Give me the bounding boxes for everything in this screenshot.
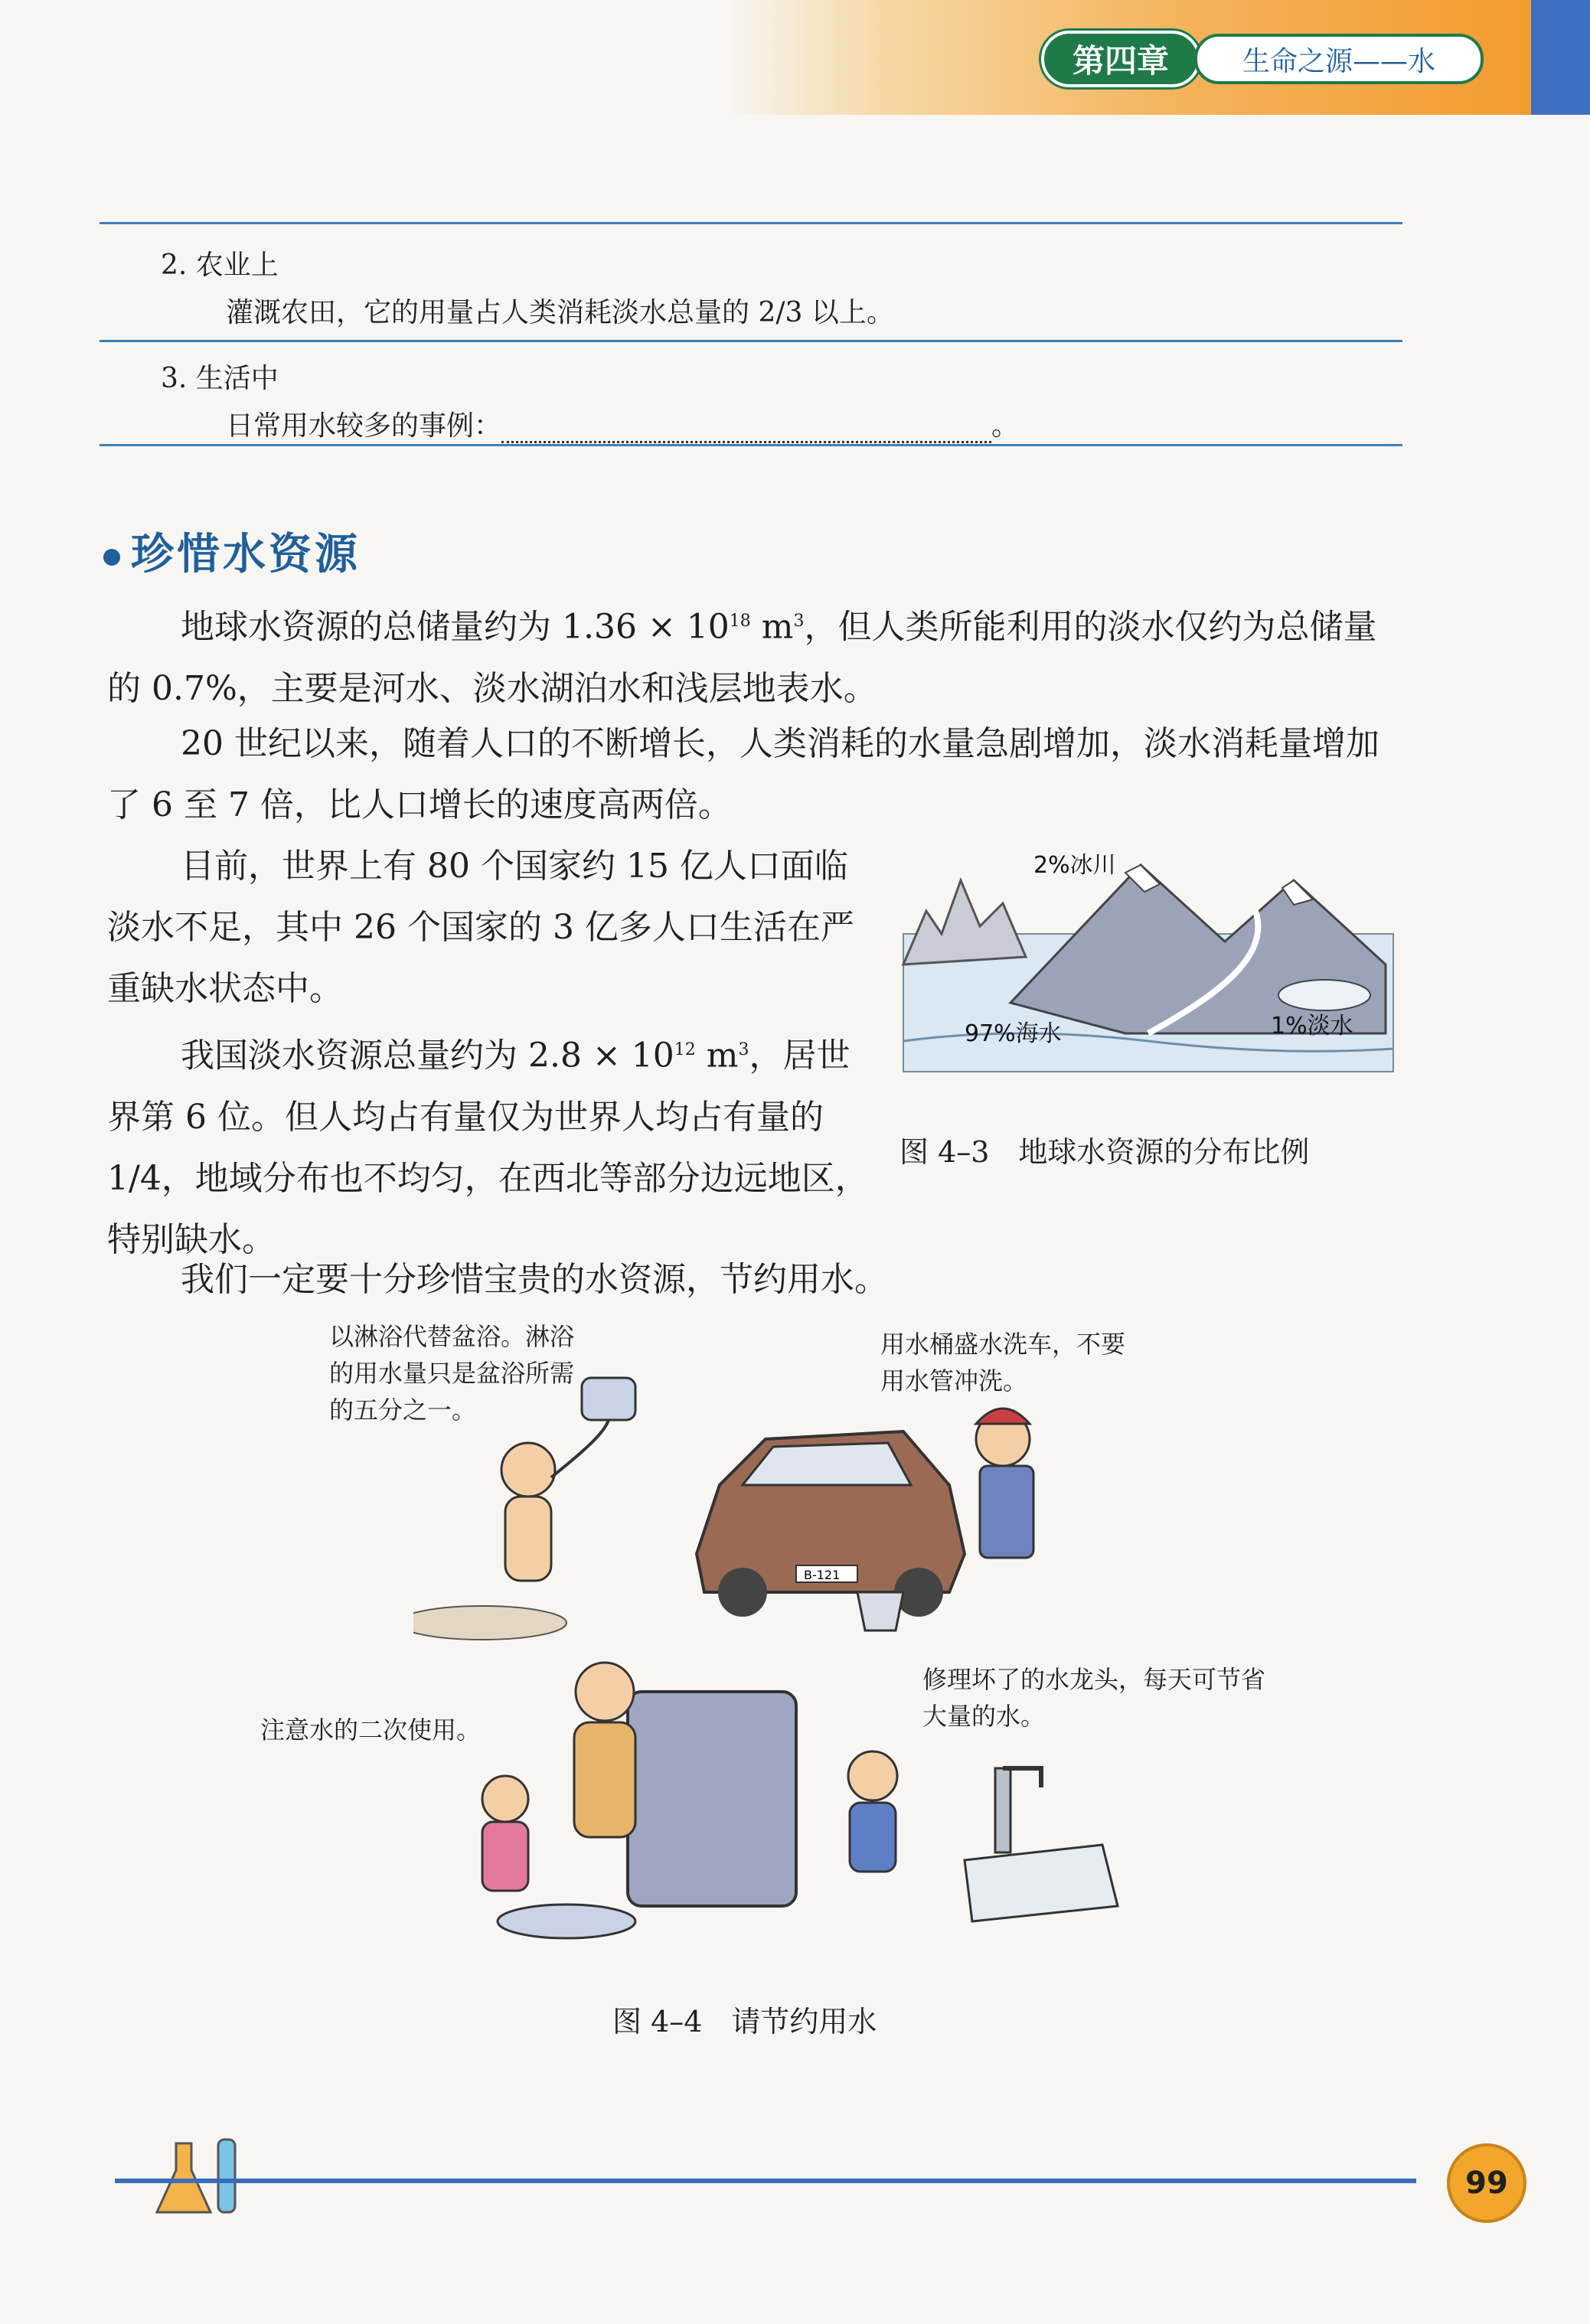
item-life-title: 3. 生活中 — [161, 363, 279, 394]
chapter-badge: 第四章 — [1041, 31, 1200, 87]
paragraph-total-reserve — [107, 591, 1409, 720]
shower-hose — [551, 1420, 609, 1477]
mother-body — [574, 1722, 635, 1837]
faucet-scene — [848, 1751, 1118, 1921]
item-life-prompt: 日常用水较多的事例： — [226, 410, 502, 442]
item-agriculture-title: 2. 农业上 — [161, 250, 279, 281]
paragraph-shortage: 目前，世界上有 80 个国家约 15 亿人口面临淡水不足，其中 26 个国家的 3 亿多人口生活在严重缺水状态中。 — [107, 847, 854, 1008]
reuse-scene — [482, 1663, 796, 1938]
p1-text-b: ，但人类所能利用的淡水仅约为总储量的 0.7%，主要是河水、淡水湖泊水和浅层地表水。 — [107, 607, 1377, 708]
glacier-peaks — [903, 880, 1026, 965]
carwash-scene — [697, 1408, 1033, 1630]
sink — [965, 1845, 1118, 1921]
license-plate-text: B-121 — [804, 1568, 841, 1582]
item-life-text — [226, 404, 1019, 443]
p4-unit: m — [695, 1036, 739, 1076]
washing-machine — [628, 1692, 796, 1906]
flask-shape — [157, 2143, 211, 2212]
shower-puddle — [413, 1606, 566, 1640]
mother-head — [576, 1663, 634, 1721]
tip-faucet: 修理坏了的水龙头，每天可节省大量的水。 — [922, 1665, 1266, 1731]
tip-carwash: 用水桶盛水洗车，不要用水管冲洗。 — [880, 1330, 1126, 1395]
header-edge-bar — [1531, 0, 1590, 115]
p4-exponent: 12 — [674, 1040, 696, 1059]
girl-head — [482, 1776, 528, 1822]
washer-body — [980, 1466, 1033, 1558]
shower-scene — [413, 1378, 635, 1640]
p4-unit-exponent: 3 — [738, 1040, 749, 1059]
water-distribution-illustration — [896, 850, 1401, 1079]
tip-reuse: 注意水的二次使用。 — [260, 1715, 482, 1745]
chapter-title: 生命之源——水 — [1194, 34, 1484, 84]
label-fresh: 1%淡水 — [1271, 1013, 1353, 1040]
p1-unit: m — [750, 607, 794, 647]
section-heading — [103, 521, 361, 582]
section-title: 珍惜水资源 — [131, 530, 361, 579]
paragraph-cherish: 我们一定要十分珍惜宝贵的水资源，节约用水。 — [181, 1260, 888, 1299]
item-life-end: 。 — [991, 410, 1020, 442]
p1-exponent: 18 — [729, 612, 751, 631]
save-water-illustration — [413, 1370, 1332, 1952]
washer-cap — [976, 1408, 1030, 1424]
child-body — [505, 1497, 551, 1581]
item-agriculture-text: 灌溉农田，它的用量占人类消耗淡水总量的 2/3 以上。 — [226, 297, 894, 328]
lake — [1278, 980, 1370, 1010]
boy-head — [848, 1751, 897, 1800]
car-wheel-left — [718, 1568, 767, 1617]
boy-body — [850, 1803, 896, 1872]
figure4-caption: 图 4–4 请节约用水 — [612, 2005, 877, 2038]
answer-blank[interactable] — [501, 418, 991, 443]
paragraph-china — [107, 1020, 873, 1271]
water-heater — [582, 1378, 635, 1420]
p4-text-a: 我国淡水资源总量约为 2.8 × 10 — [181, 1036, 674, 1076]
bucket — [857, 1592, 903, 1630]
girl-body — [482, 1822, 528, 1891]
divider-top — [100, 222, 1402, 224]
p4-text-b: ，居世界第 6 位。但人均占有量仅为世界人均占有量的1/4，地域分布也不均匀，在西北等部分边远地区，特别缺水。 — [107, 1036, 869, 1259]
divider-bottom — [100, 444, 1402, 446]
page-number: 99 — [1447, 2143, 1526, 2223]
test-tube — [218, 2140, 235, 2212]
paragraph-consumption: 20 世纪以来，随着人口的不断增长，人类消耗的水量急剧增加，淡水消耗量增加了 6 至 7 倍，比人口增长的速度高两倍。 — [107, 724, 1379, 824]
tip-shower: 以淋浴代替盆浴。淋浴的用水量只是盆浴所需的五分之一。 — [329, 1322, 575, 1425]
p1-unit-exponent: 3 — [793, 612, 805, 631]
wash-basin — [498, 1905, 635, 1938]
footer-line — [115, 2179, 1416, 2183]
child-head — [501, 1443, 555, 1497]
faucet-pipe — [995, 1768, 1010, 1852]
divider-middle — [100, 340, 1402, 342]
figure3-caption: 图 4–3 地球水资源的分布比例 — [899, 1135, 1310, 1169]
bullet-dot — [103, 549, 120, 566]
p1-text-a: 地球水资源的总储量约为 1.36 × 10 — [181, 607, 730, 647]
label-glacier: 2%冰川 — [1033, 852, 1116, 879]
label-sea: 97%海水 — [965, 1020, 1062, 1047]
